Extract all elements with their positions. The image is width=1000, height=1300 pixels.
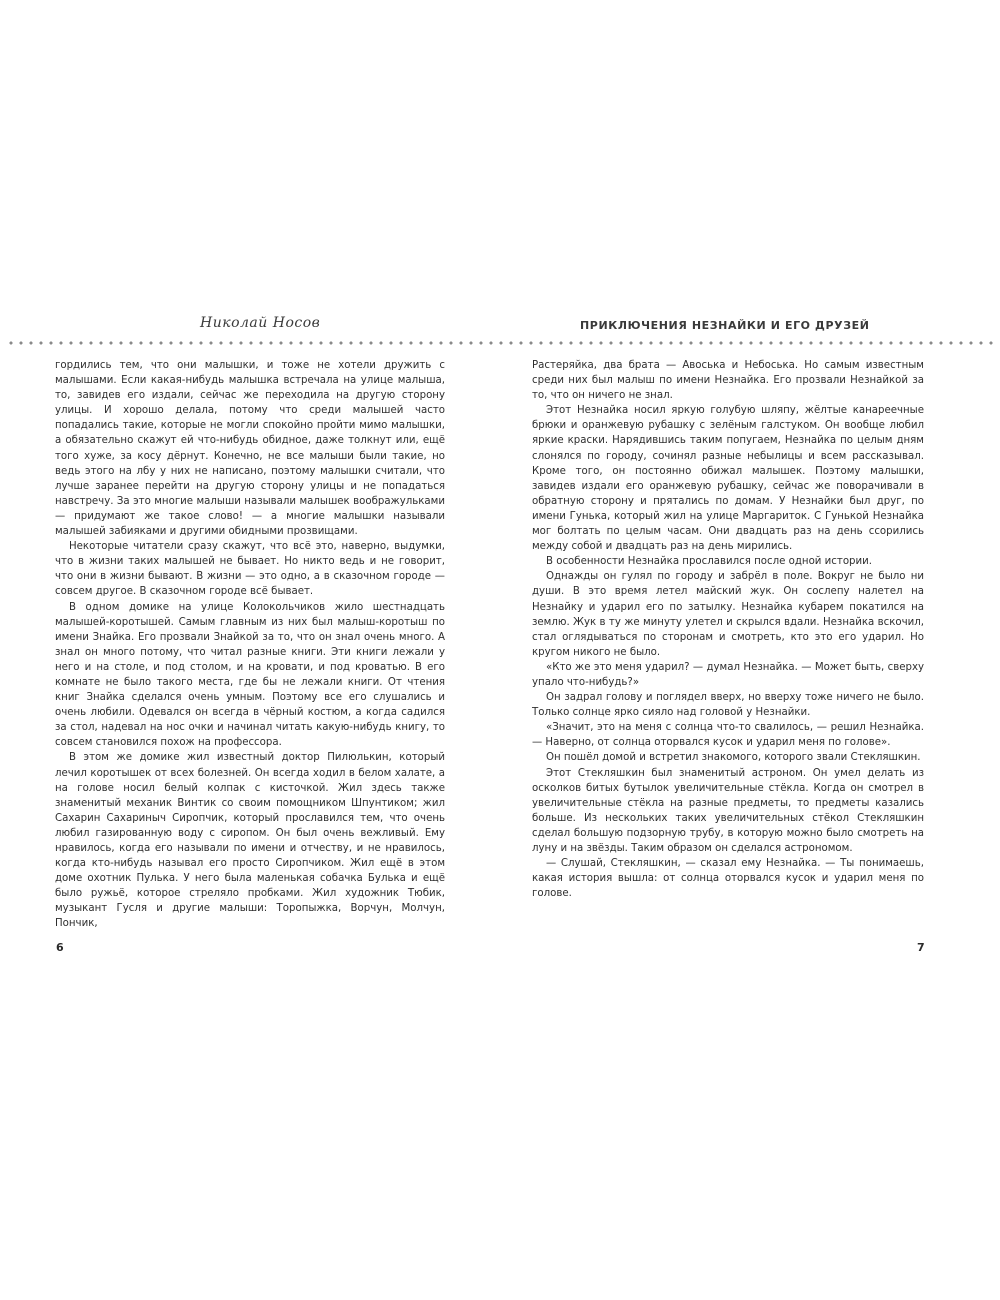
page-number-left: 6 (56, 941, 64, 954)
paragraph: Этот Стекляшкин был знаменитый астроном. Он умел делать из осколков битых бутылок увеличительные стёкла. Когда он смотрел в увеличительные стёкла на разные предметы, то предметы казались больше. Из нескольких таких увеличительных стёкол Стекляшкин сделал большую подзорную трубу, в которую можно было смотреть на луну и на звёзды. Таким образом он сделался астрономом. (532, 767, 924, 854)
paragraph: Этот Незнайка носил яркую голубую шляпу, жёлтые канареечные брюки и оранжевую рубашку с зелёным галстуком. Он вообще любил яркие краски. Нарядившись таким попугаем, Незнайка по целым дням слонялся по городу, сочинял разные небылицы и всем рассказывал. Кроме того, он постоянно обижал малышек. Поэтому малышки, завидев издали его оранжевую рубашку, сейчас же поворачивали в обратную сторону и прятались по домам. У Незнайки был друг, по имени Гунька, который жил на улице Маргариток. С Гунькой Незнайка мог болтать по целым часам. Они двадцать раз на день ссорились между собой и двадцать раз на день мирились. (532, 405, 924, 553)
paragraph: — Слушай, Стекляшкин, — сказал ему Незнайка. — Ты понимаешь, какая история вышла: от солнца оторвался кусок и ударил меня по голове. (532, 858, 924, 900)
left-page-text (55, 358, 445, 932)
paragraph: Растеряйка, два брата — Авоська и Небоська. Но самым известным среди них был малыш по имени Незнайка. Его прозвали Незнайкой за то, что он ничего не знал. (532, 360, 924, 402)
paragraph: Он пошёл домой и встретил знакомого, которого звали Стекляшкин. (546, 752, 921, 764)
page-number-right: 7 (917, 941, 925, 954)
paragraph: Он задрал голову и поглядел вверх, но вверху тоже ничего не было. Только солнце ярко сияло над головой у Незнайки. (532, 692, 924, 719)
paragraph: В одном домике на улице Колокольчиков жило шестнадцать малышей-коротышей. Самым главным из них был малыш-коротыш по имени Знайка. Его прозвали Знайкой за то, что он знал очень много. А знал он много потому, что читал разные книги. Эти книги лежали у него и на столе, и под столом, и на кровати, и под кроватью. В его комнате не было такого места, где бы не лежали книги. От чтения книг Знайка сделался очень умным. Поэтому все его слушались и очень любили. Одевался он всегда в чёрный костюм, а когда садился за стол, надевал на нос очки и начинал читать какую-нибудь книгу, то совсем становился похож на профессора. (55, 601, 445, 749)
paragraph: «Значит, это на меня с солнца что-то свалилось, — решил Незнайка. — Наверно, от солнца оторвался кусок и ударил меня по голове». (532, 722, 924, 749)
paragraph: В этом же домике жил известный доктор Пилюлькин, который лечил коротышек от всех болезней. Он всегда ходил в белом халате, а на голове носил белый колпак с кисточкой. Жил здесь также знаменитый механик Винтик со своим помощником Шпунтиком; жил Сахарин Сахариныч Сиропчик, который прославился тем, что очень любил газированную воду с сиропом. Он был очень вежливый. Ему нравилось, когда его называли по имени и отчеству, и не нравилось, когда кто-нибудь называл его просто Сиропчиком. Жил ещё в этом доме охотник Пулька. У него была маленькая собачка Булька и ещё было ружьё, которое стреляло пробками. Жил художник Тюбик, музыкант Гусля и другие малыши: Торопыжка, Ворчун, Молчун, Пончик, (55, 752, 445, 930)
right-page-text (532, 358, 924, 901)
dotted-divider (6, 340, 996, 346)
paragraph: Некоторые читатели сразу скажут, что всё это, наверно, выдумки, что в жизни таких малышей не бывает. Но никто ведь и не говорит, что они в жизни бывают. В жизни — это одно, а в сказочном городе — совсем другое. В сказочном городе всё бывает. (55, 541, 445, 598)
paragraph: «Кто же это меня ударил? — думал Незнайка. — Может быть, сверху упало что-нибудь?» (532, 661, 924, 688)
paragraph: Однажды он гулял по городу и забрёл в поле. Вокруг не было ни души. В это время летел майский жук. Он сослепу налетел на Незнайку и ударил его по затылку. Незнайка кубарем покатился на землю. Жук в ту же минуту улетел и скрылся вдали. Незнайка вскочил, стал оглядываться по сторонам и смотреть, кто это его ударил. Но кругом никого не было. (532, 571, 924, 658)
running-header-title: ПРИКЛЮЧЕНИЯ НЕЗНАЙКИ И ЕГО ДРУЗЕЙ (580, 319, 870, 332)
running-header-author: Николай Носов (200, 315, 321, 331)
paragraph: гордились тем, что они малышки, и тоже не хотели дружить с малышами. Если какая-нибудь малышка встречала на улице малыша, то, завидев его издали, сейчас же переходила на другую сторону улицы. И хорошо делала, потому что среди малышей часто попадались такие, которые не могли спокойно пройти мимо малышки, а обязательно скажут ей что-нибудь обидное, даже толкнут или, ещё того хуже, за косу дёрнут. Конечно, не все малыши были такие, но ведь этого на лбу у них не написано, поэтому малышки считали, что лучше заранее перейти на другую сторону улицы и не попадаться навстречу. За это многие малыши называли малышек воображульками — придумают же такое слово! — а многие малышки называли малышей забияками и другими обидными прозвищами. (55, 360, 445, 538)
paragraph: В особенности Незнайка прославился после одной истории. (546, 556, 872, 568)
